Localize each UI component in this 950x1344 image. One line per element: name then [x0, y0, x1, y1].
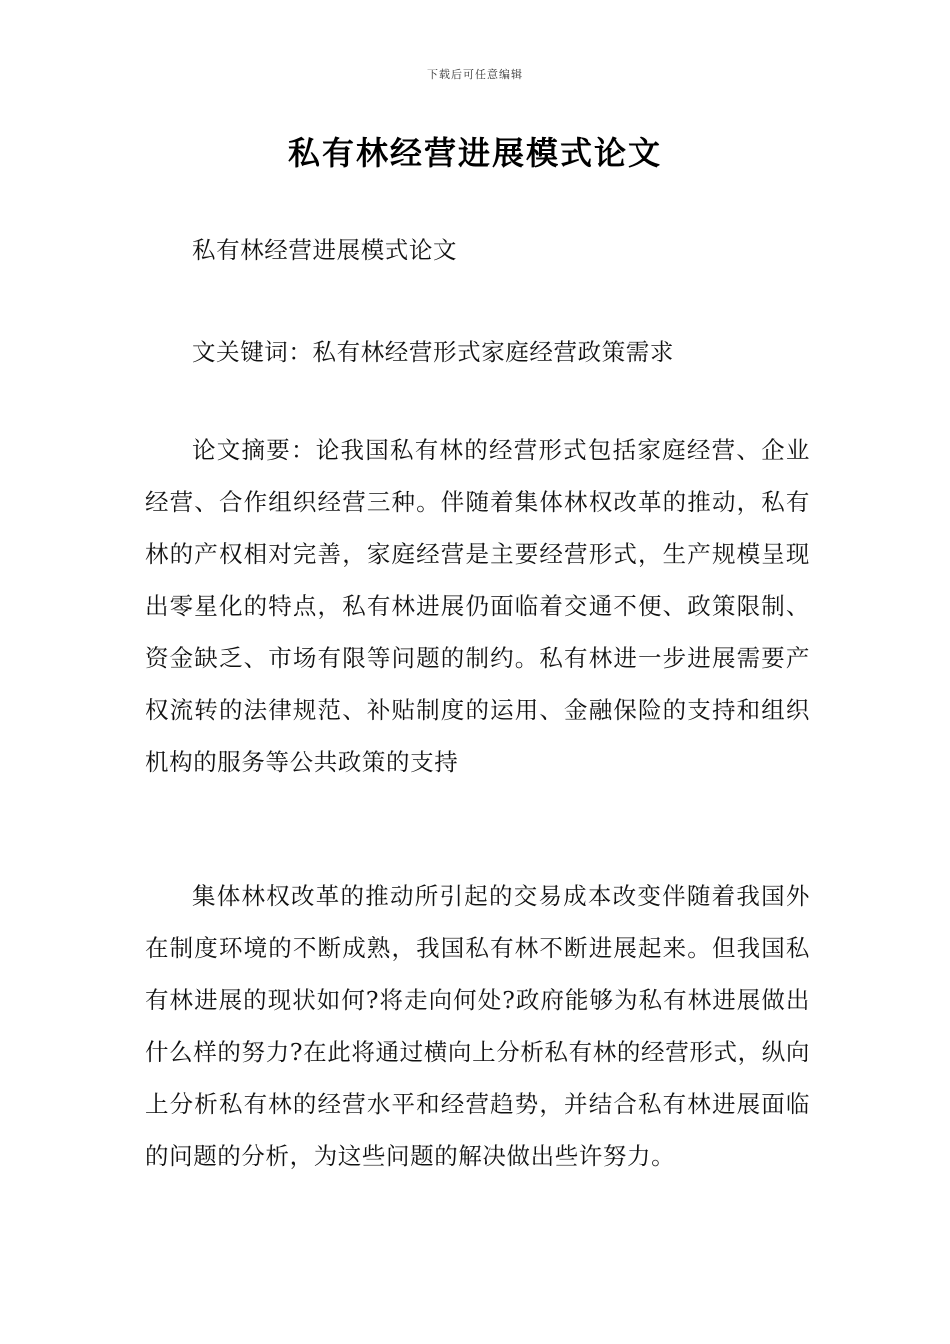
document-title: 私有林经营进展模式论文 — [287, 134, 662, 172]
keywords-paragraph: 文关键词：私有林经营形式家庭经营政策需求 — [192, 338, 674, 366]
intro-paragraph: 集体林权改革的推动所引起的交易成本改变伴随着我国外在制度环境的不断成熟，我国私有林不断进展起来。但我国私有林进展的现状如何?将走向何处?政府能够为私有林进展做出什么样的努力?在此将通过横向上分析私有林的经营形式，纵向上分析私有林的经营水平和经营趋势，并结合私有林进展面临的问题的分析，为这些问题的解决做出些许努力。 — [145, 882, 810, 1170]
header-note: 下载后可任意编辑 — [427, 68, 523, 81]
subtitle-paragraph: 私有林经营进展模式论文 — [192, 236, 458, 264]
abstract-paragraph: 论文摘要：论我国私有林的经营形式包括家庭经营、企业经营、合作组织经营三种。伴随着集体林权改革的推动，私有林的产权相对完善，家庭经营是主要经营形式，生产规模呈现出零星化的特点，私有林进展仍面临着交通不便、政策限制、资金缺乏、市场有限等问题的制约。私有林进一步进展需要产权流转的法律规范、补贴制度的运用、金融保险的支持和组织机构的服务等公共政策的支持 — [145, 436, 810, 776]
